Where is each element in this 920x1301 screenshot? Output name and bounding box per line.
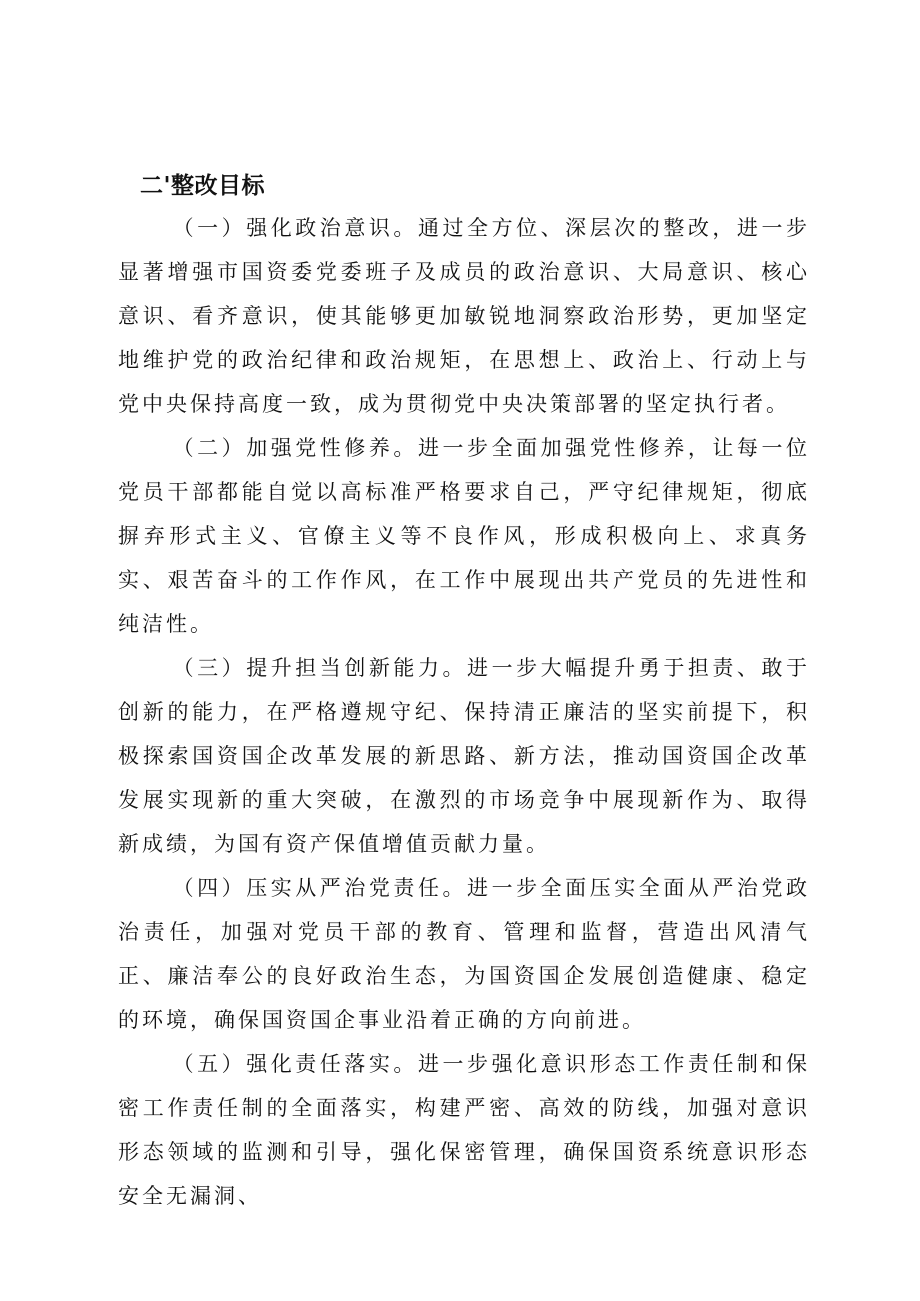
paragraph-party-spirit: （二）加强党性修养。进一步全面加强党性修养，让每一位党员干部都能自觉以高标准严格要求自己，严守纪律规矩，彻底摒弃形式主义、官僚主义等不良作风，形成积极向上、求真务实、艰苦奋斗的工作作风，在工作中展现出共产党员的先进性和纯洁性。 [118,436,810,636]
paragraph-strict-governance: （四）压实从严治党责任。进一步全面压实全面从严治党政治责任，加强对党员干部的教育、管理和监督，营造出风清气正、廉洁奉公的良好政治生态，为国资国企发展创造健康、稳定的环境，确保国资国企事业沿着正确的方向前进。 [118,876,810,1032]
section-heading: 二'整改目标 [140,173,266,199]
document-body [118,206,810,1218]
paragraph-innovation-ability: （三）提升担当创新能力。进一步大幅提升勇于担责、敢于创新的能力，在严格遵规守纪、保持清正廉洁的坚实前提下，积极探索国资国企改革发展的新思路、新方法，推动国资国企改革发展实现新的重大突破，在激烈的市场竞争中展现新作为、取得新成绩，为国有资产保值增值贡献力量。 [118,656,810,856]
paragraph-responsibility: （五）强化责任落实。进一步强化意识形态工作责任制和保密工作责任制的全面落实，构建严密、高效的防线，加强对意识形态领域的监测和引导，强化保密管理，确保国资系统意识形态安全无漏洞、 [118,1052,810,1208]
paragraph-political-awareness: （一）强化政治意识。通过全方位、深层次的整改，进一步显著增强市国资委党委班子及成员的政治意识、大局意识、核心意识、看齐意识，使其能够更加敏锐地洞察政治形势，更加坚定地维护党的政治纪律和政治规矩，在思想上、政治上、行动上与党中央保持高度一致，成为贯彻党中央决策部署的坚定执行者。 [118,216,810,416]
